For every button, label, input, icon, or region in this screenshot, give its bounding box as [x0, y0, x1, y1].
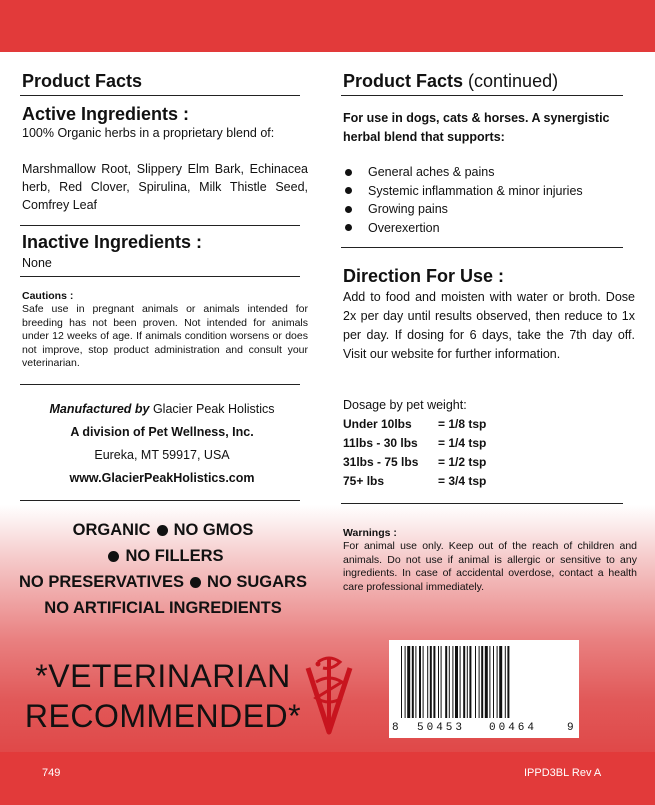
address-line: Eureka, MT 59917, USA	[94, 448, 230, 462]
claim-no-preservatives: NO PRESERVATIVES	[19, 573, 185, 591]
right-title	[343, 71, 558, 92]
veterinary-caduceus-icon	[302, 656, 356, 738]
barcode-bar	[427, 646, 428, 718]
divider	[341, 503, 623, 504]
dosage-amount: = 1/2 tsp	[438, 455, 487, 469]
bullet-dot	[108, 551, 119, 562]
barcode-bar	[415, 646, 416, 718]
footer-right-code: IPPD3BL Rev A	[524, 767, 602, 779]
claim-organic: ORGANIC	[72, 521, 151, 539]
direction-text: Add to food and moisten with water or broth. Dose 2x per day until results observed, then reduce to 1x per day. If dosing for 6 days, take the 7th day off. Visit our website for further information.	[343, 290, 635, 361]
divider	[20, 500, 300, 501]
usage-intro: For use in dogs, cats & horses. A synergistic herbal blend that supports:	[343, 111, 610, 144]
barcode-bar	[463, 646, 465, 718]
barcode-bar	[475, 646, 476, 718]
right-title-main: Product Facts	[343, 71, 464, 91]
claim-no-gmos: NO GMOS	[173, 521, 254, 539]
list-item-text: General aches & pains	[368, 165, 495, 179]
barcode-bar	[405, 646, 406, 718]
barcode-bar	[430, 646, 432, 718]
dosage-row	[343, 472, 543, 491]
list-item	[343, 182, 633, 201]
product-claims	[8, 517, 318, 621]
barcode-digits-left: 50453	[417, 722, 466, 734]
vet-line-1: *VETERINARIAN	[35, 658, 291, 694]
dosage-weight: 31lbs - 75 lbs	[343, 455, 419, 469]
benefits-list	[343, 163, 633, 237]
dosage-weight: Under 10lbs	[343, 417, 412, 431]
barcode-bar	[493, 646, 494, 718]
barcode-bar	[497, 646, 498, 718]
barcode-digits-right: 00464	[489, 722, 538, 734]
barcode-digit-check: 9	[567, 722, 574, 734]
claim-no-fillers: NO FILLERS	[125, 547, 224, 565]
bullet-dot	[157, 525, 168, 536]
barcode-bar	[499, 646, 502, 718]
inactive-ingredients-value: None	[22, 256, 52, 270]
list-item-text: Growing pains	[368, 202, 448, 216]
inactive-ingredients-heading: Inactive Ingredients :	[22, 232, 203, 252]
division-line: A division of Pet Wellness, Inc.	[70, 425, 254, 439]
barcode-bar	[505, 646, 506, 718]
barcode-bar	[507, 646, 509, 718]
barcode-bar	[485, 646, 488, 718]
barcode	[389, 640, 579, 738]
dosage-amount: = 1/8 tsp	[438, 417, 487, 431]
cautions-text: Safe use in pregnant animals or animals intended for breeding has not been proven. Not intended for animals under 12 weeks of age. If animals condition worsens or does not improve, stop product administration and consult your veterinarian.	[22, 303, 308, 369]
dosage-heading: Dosage by pet weight:	[343, 398, 467, 412]
list-item	[343, 163, 633, 182]
dosage-row	[343, 415, 543, 434]
manufacturer-line	[22, 398, 302, 421]
divider	[20, 225, 300, 226]
claim-no-sugars: NO SUGARS	[207, 573, 307, 591]
barcode-bar	[460, 646, 461, 718]
barcode-bar	[449, 646, 450, 718]
manufacturer-prefix: Manufactured by	[49, 402, 150, 416]
list-item-text: Overexertion	[368, 220, 440, 235]
barcode-bar	[412, 646, 414, 718]
dosage-table	[343, 415, 543, 491]
barcode-bar	[467, 646, 468, 718]
barcode-bar	[489, 646, 490, 718]
dosage-row	[343, 453, 543, 472]
dosage-row	[343, 434, 543, 453]
active-ingredients-list: Marshmallow Root, Slippery Elm Bark, Echinacea herb, Red Clover, Spirulina, Milk Thistle Seed, Comfrey Leaf	[22, 162, 308, 212]
barcode-bar	[433, 646, 435, 718]
claim-no-artificial: NO ARTIFICIAL INGREDIENTS	[44, 599, 282, 617]
divider	[20, 384, 300, 385]
manufacturer-name: Glacier Peak Holistics	[149, 402, 275, 416]
barcode-digit-lead: 8	[392, 722, 399, 734]
active-ingredients-heading: Active Ingredients :	[22, 104, 190, 124]
bullet-dot	[345, 187, 352, 194]
barcode-bar	[419, 646, 421, 718]
barcode-bar	[481, 646, 483, 718]
list-item-text: Systemic inflammation & minor injuries	[368, 183, 583, 198]
direction-heading: Direction For Use :	[343, 266, 505, 286]
dosage-amount: = 1/4 tsp	[438, 436, 487, 450]
divider	[20, 95, 300, 96]
bullet-dot	[345, 224, 352, 231]
barcode-bar	[407, 646, 410, 718]
left-title: Product Facts	[22, 71, 143, 91]
bullet-dot	[190, 577, 201, 588]
barcode-bar	[479, 646, 480, 718]
barcode-bar	[401, 646, 402, 718]
website-link[interactable]: www.GlacierPeakHolistics.com	[69, 471, 255, 485]
warnings-text: For animal use only. Keep out of the reach of children and animals. Do not use if animal is allergic or sensitive to any ingredients. In case of accidental overdose, contact a health care professional immediately.	[343, 540, 637, 593]
dosage-weight: 75+ lbs	[343, 474, 385, 488]
active-ingredients-intro: 100% Organic herbs in a proprietary blend of:	[22, 126, 275, 140]
barcode-bar	[423, 646, 424, 718]
divider	[341, 95, 623, 96]
list-item	[343, 200, 633, 219]
divider	[20, 276, 300, 277]
barcode-bar	[441, 646, 442, 718]
manufacturer-block	[22, 398, 302, 490]
dosage-weight: 11lbs - 30 lbs	[343, 436, 418, 450]
warnings-heading: Warnings :	[343, 527, 397, 539]
top-red-band	[0, 0, 655, 52]
barcode-bar	[455, 646, 458, 718]
dosage-amount: = 3/4 tsp	[438, 474, 487, 488]
right-title-suffix: (continued)	[463, 71, 559, 91]
cautions-heading: Cautions :	[22, 290, 74, 302]
barcode-bar	[452, 646, 453, 718]
barcode-bar	[469, 646, 471, 718]
bullet-dot	[345, 169, 352, 176]
barcode-bar	[445, 646, 447, 718]
list-item	[343, 219, 633, 238]
divider	[341, 247, 623, 248]
bullet-dot	[345, 206, 352, 213]
footer-left-code: 749	[42, 767, 61, 779]
barcode-bar	[438, 646, 439, 718]
vet-line-2: RECOMMENDED*	[24, 698, 302, 734]
vet-recommended	[20, 656, 306, 736]
